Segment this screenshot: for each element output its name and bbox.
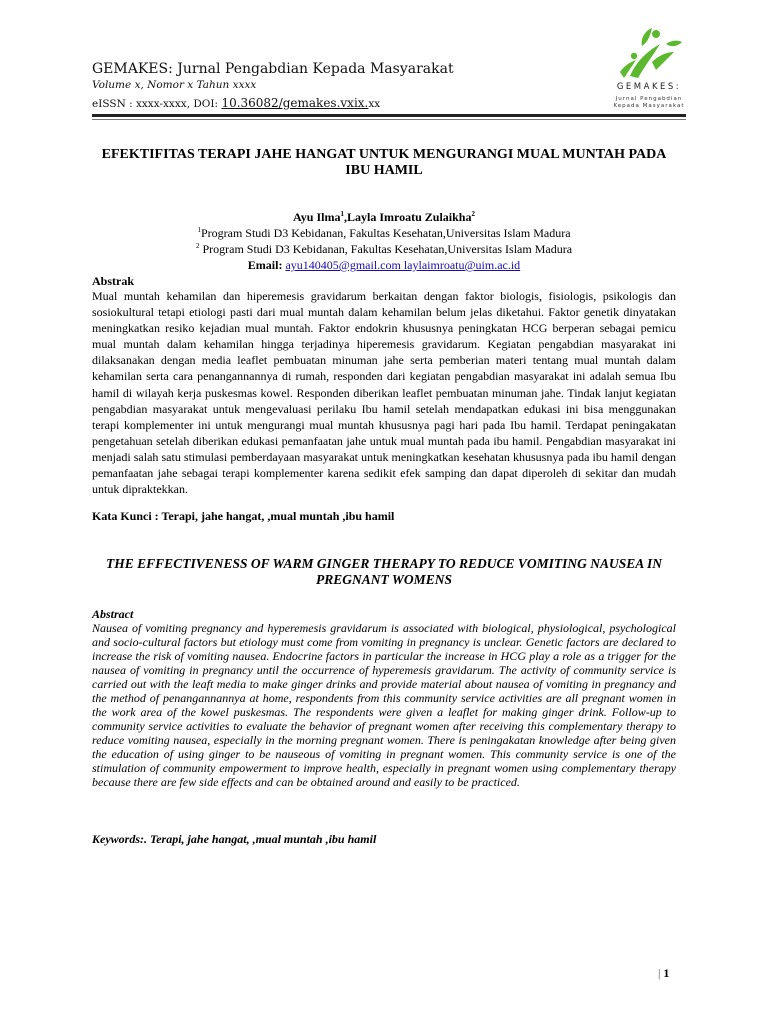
logo-subtitle-2: Kepada Masyarakat (613, 103, 685, 109)
doi-suffix: xx (368, 98, 381, 110)
english-title: THE EFFECTIVENESS OF WARM GINGER THERAPY TO REDUCE VOMITING NAUSEA IN PREGNANT WOMENS (106, 556, 662, 587)
page-number-value: 1 (663, 966, 670, 980)
author-1-sup: 1 (340, 210, 344, 218)
logo-subtitle-1: Jurnal Pengabdian (615, 96, 683, 102)
author-1: Ayu Ilma (293, 210, 341, 224)
issn-prefix: eISSN : xxxx-xxxx, DOI: (92, 98, 222, 110)
author-names (92, 209, 676, 225)
volume-info: Volume x, Nomor x Tahun xxxx (92, 79, 257, 91)
issn-doi-line (92, 96, 692, 111)
journal-header (92, 60, 692, 111)
doi-link[interactable]: 10.36082/gemakes.vxix. (221, 96, 369, 110)
email-label: Email: (247, 258, 283, 272)
gemakes-logo (604, 26, 694, 114)
email-line (92, 257, 676, 273)
paper-title: EFEKTIFITAS TERAPI JAHE HANGAT UNTUK MENGURANGI MUAL MUNTAH PADA IBU HAMIL (101, 147, 667, 178)
affiliation-1-text: Program Studi D3 Kebidanan, Fakultas Kesehatan,Universitas Islam Madura (200, 226, 571, 240)
affiliation-1 (92, 225, 676, 241)
author-block (92, 209, 676, 273)
journal-name: GEMAKES: Jurnal Pengabdian Kepada Masyarakat (92, 61, 454, 77)
affiliation-2-text: Program Studi D3 Kebidanan, Fakultas Kesehatan,Universitas Islam Madura (199, 242, 573, 256)
affiliation-2-sup: 2 (195, 242, 200, 250)
abstract-id-text: Mual muntah kehamilan dan hiperemesis gravidarum berkaitan dengan faktor biologis, fisiologis, psikologis dan sosiokultural tetapi etiologi pasti dari mual muntah dalam kehamilan belum jelas diketahui. Faktor genetik dinyatakan meningkatkan resiko kejadian mual muntah. Faktor endokrin khususnya peningkatan HCG berperan sebagai pemicu mual muntah dalam kehamilan hingga terjadinya hiperemesis gravidarum. Kegiatan pengabdian masyarakat ini dilaksanakan dengan media leaflet pembuatan minuman jahe serta pemberian materi tentang mual muntah dalam kehamilan serta cara penangannannya di rumah, responden dari kegiatan pengabdian masyarakat ini adalah semua Ibu hamil di wilayah kerja puskesmas kowel. Responden diberikan leaflet pembuatan minuman jahe. Tindak lanjut kegiatan pengabdian masyarakat untuk mengevaluasi perilaku Ibu hamil setelah mendapatkan edukasi ini bisa menggunakan terapi komplementer ini untuk mengurangi mual muntah khususnya pagi hari pada Ibu hamil. Terdapat peningakatan pengetahuan setelah diberikan edukasi pemanfaatan jahe untuk mual muntah pada ibu hamil. Pengabdian masyarakat ini menjadi salah satu stimulasi pemberdayaan masyarakat untuk meningkatkan kesehatan khususnya pada ibu hamil dengan pemanfaatan jahe sebagai terapi komplementer karena sedikit efek samping dan dapat diperoleh di sekitar dan mudah untuk dipraktekkan. (92, 289, 676, 497)
logo-figures-icon (612, 26, 686, 82)
abstract-en-text: Nausea of vomiting pregnancy and hyperemesis gravidarum is associated with biological, physiological, psychological and socio-cultural factors but etiology must come from vomiting in pregnancy is unclear. Genetic factors are declared to increase the risk of vomiting nausea. Endocrine factors in particular the increase in HCG play a role as a trigger for the nausea of vomiting in pregnancy until the occurrence of hyperemesis gravidarum. The activity of community service is carried out with the leaft media to make ginger drinks and provide material about nausea of vomiting in pregnancy and the method of penangannannya at home, respondents from this community service activities are all pregnant women in the work area of the kowel puskesmas. The respondents were given a leaflet for making ginger drink. Follow-up to community service activities to evaluate the behavior of pregnant women after receiving this complementary therapy to reduce vomiting nausea, especially in the morning pregnant women. There is peningakatan knowledge after being given the education of using ginger to be nauseous of vomiting in pregnant women. This community service is one of the stimulation of community empowerment to improve health, especially in pregnant women using complementary therapy because there are few side effects and can be obtained around and easily to be practiced. (92, 621, 676, 789)
abstract-en-heading: Abstract (92, 607, 134, 621)
header-rule-thick (92, 114, 686, 117)
affiliation-1-sup: 1 (197, 226, 201, 234)
author-2-sup: 2 (471, 210, 475, 218)
abstract-id-heading: Abstrak (92, 274, 135, 288)
email-link[interactable]: ayu140405@gmail.com laylaimroatu@uim.ac.id (285, 258, 521, 272)
page-number-bar: | (658, 966, 661, 980)
header-rule-thin (92, 119, 686, 120)
logo-wordmark: GEMAKES: (616, 82, 682, 92)
author-2: ,Layla Imroatu Zulaikha (343, 210, 472, 224)
keywords-en: Keywords:. Terapi, jahe hangat, ,mual muntah ,ibu hamil (92, 832, 377, 846)
keywords-id: Kata Kunci : Terapi, jahe hangat, ,mual muntah ,ibu hamil (92, 509, 395, 523)
page-number (658, 966, 669, 981)
affiliation-2 (92, 241, 676, 257)
